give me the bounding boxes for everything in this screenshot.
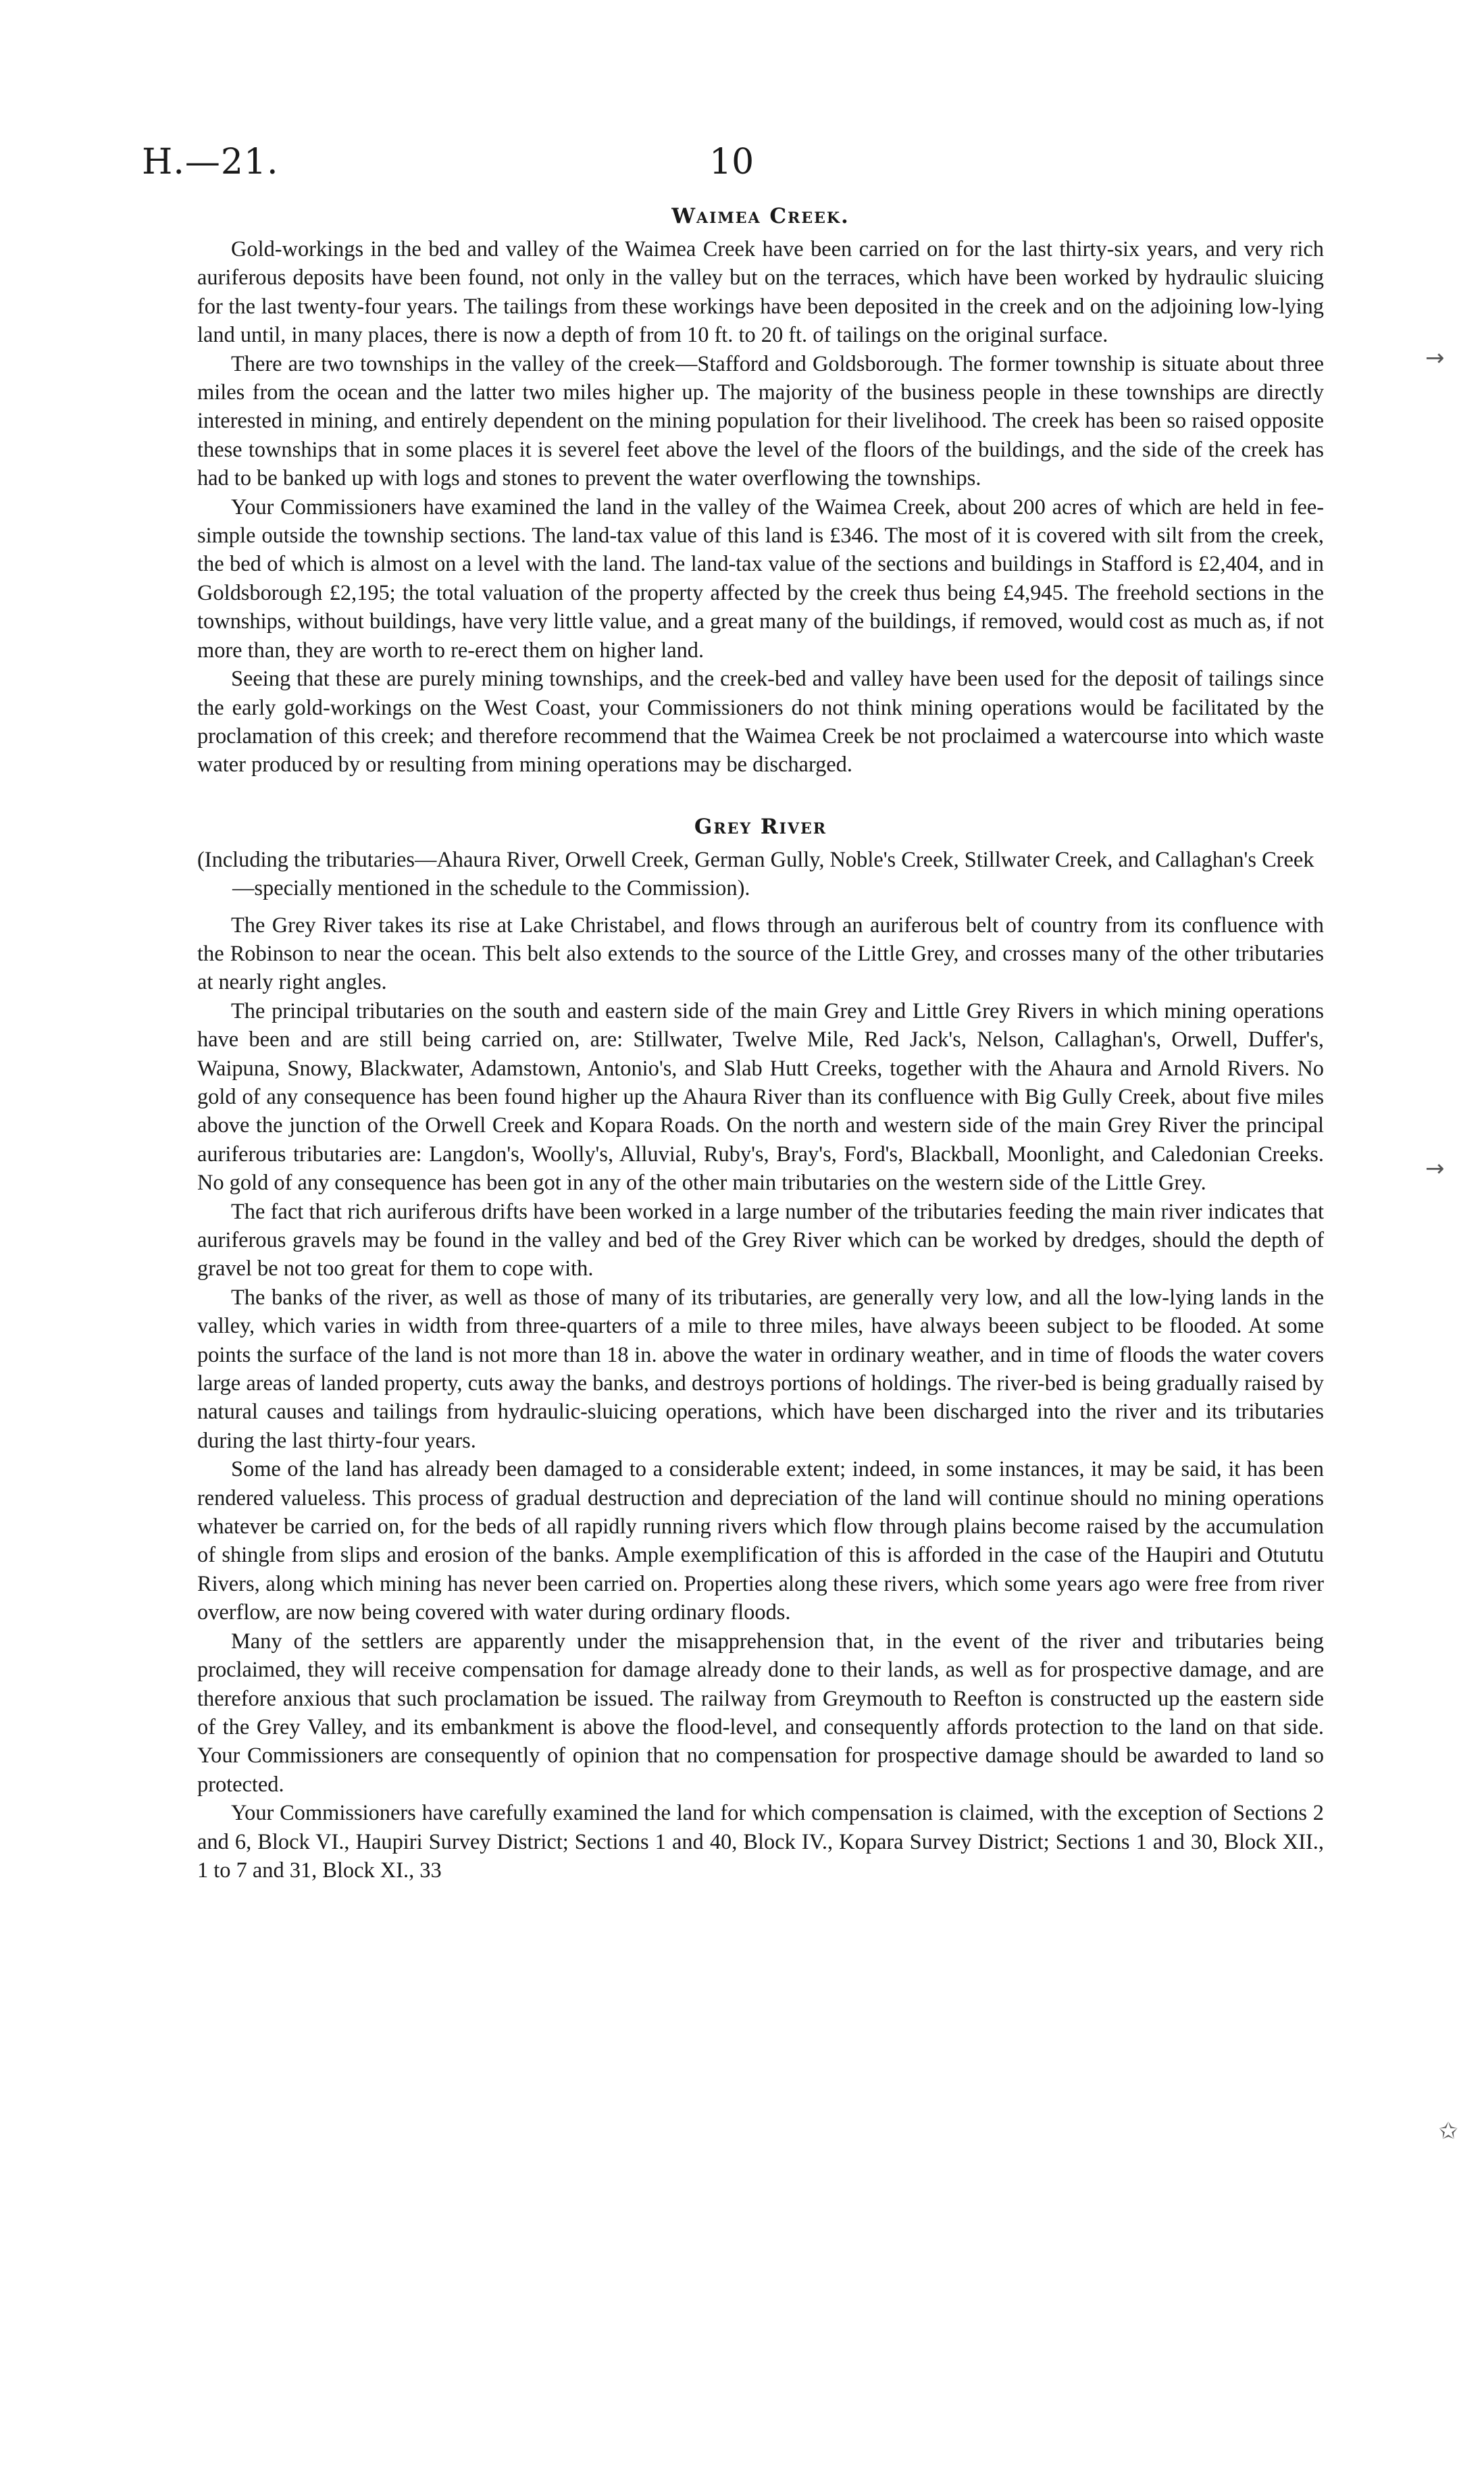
- paragraph: The Grey River takes its rise at Lake Christabel, and flows through an auriferous belt of country from its confluence with the Robinson to near the ocean. This belt also extends to the source of the Little Grey, and crosses many of the other tributaries at nearly right angles.: [197, 913, 1324, 995]
- document-reference: H.—21.: [142, 142, 279, 182]
- page-number: 10: [709, 142, 754, 182]
- margin-mark-icon: →: [1425, 345, 1445, 372]
- paragraph: The principal tributaries on the south and eastern side of the main Grey and Little Grey Rivers in which mining operations have been and are still being carried on, are: Stillwater, Twelve Mile, Red Jack's, Nelson, Callaghan's, Orwell, Duffer's, Waipuna, Snowy, Blackwater, Adamstown, Antonio's, and Slab Hutt Creeks, together with the Ahaura and Arnold Rivers. No gold of any consequence has been found higher up the Ahaura River than its confluence with Big Gully Creek, about five miles above the junction of the Orwell Creek and Kopara Roads. On the north and western side of the main Grey River the principal auriferous tributaries are: Langdon's, Woolly's, Alluvial, Ruby's, Bray's, Ford's, Blackball, Moonlight, and Caledonian Creeks. No gold of any consequence has been got in any of the other main tributaries on the western side of the Little Grey.: [197, 998, 1324, 1196]
- section-subheading: (Including the tributaries—Ahaura River, Orwell Creek, German Gully, Noble's Creek, Stillwater Creek, and Callaghan's Creek—specially mentioned in the schedule to the Commission).: [197, 847, 1314, 901]
- paragraph: The fact that rich auriferous drifts have been worked in a large number of the tributaries feeding the main river indicates that auriferous gravels may be found in the valley and bed of the Grey River which can be worked by dredges, should the depth of gravel be not too great for them to cope with.: [197, 1199, 1324, 1281]
- body-text: [197, 203, 1324, 1885]
- paragraph: Seeing that these are purely mining townships, and the creek-bed and valley have been used for the deposit of tailings since the early gold-workings on the West Coast, your Commissioners do not think mining operations would be facilitated by the proclamation of this creek; and therefore recommend that the Waimea Creek be not proclaimed a watercourse into which waste water produced by or resulting from mining operations may be discharged.: [197, 667, 1324, 777]
- paragraph: Some of the land has already been damaged to a considerable extent; indeed, in some instances, it may be said, it has been rendered valueless. This process of gradual destruction and depreciation of the land will continue should no mining operations whatever be carried on, for the beds of all rapidly running rivers which flow through plains become raised by the accumulation of shingle from slips and erosion of the banks. Ample exemplification of this is afforded in the case of the Haupiri and Otututu Rivers, along which mining has never been carried on. Properties along these rivers, which some years ago were free from river overflow, are now being covered with water during ordinary floods.: [197, 1457, 1324, 1625]
- paragraph: Your Commissioners have examined the land in the valley of the Waimea Creek, about 200 acres of which are held in fee-simple outside the township sections. The land-tax value of this land is £346. The most of it is covered with silt from the creek, the bed of which is almost on a level with the land. The land-tax value of the sections and buildings in Stafford is £2,404, and in Goldsborough £2,195; the total valuation of the property affected by the creek thus being £4,945. The freehold sections in the townships, without buildings, have very little value, and a great many of the buildings, if removed, would cost as much as, if not more than, they are worth to re-erect them on higher land.: [197, 494, 1324, 663]
- paragraph: The banks of the river, as well as those of many of its tributaries, are generally very low, and all the low-lying lands in the valley, which varies in width from three-quarters of a mile to three miles, have always beeen subject to be flooded. At some points the surface of the land is not more than 18 in. above the water in ordinary weather, and in time of floods the water covers large areas of landed property, cuts away the banks, and destroys portions of holdings. The river-bed is being gradually raised by natural causes and tailings from hydraulic-sluicing operations, which have been discharged into the river and its tributaries during the last thirty-four years.: [197, 1285, 1324, 1453]
- paragraph: Your Commissioners have carefully examined the land for which compensation is claimed, with the exception of Sections 2 and 6, Block VI., Haupiri Survey District; Sections 1 and 40, Block IV., Kopara Survey District; Sections 1 and 30, Block XII., 1 to 7 and 31, Block XI., 33: [197, 1801, 1324, 1883]
- paragraph: Many of the settlers are apparently under the misapprehension that, in the event of the river and tributaries being proclaimed, they will receive compensation for damage already done to their lands, as well as for prospective damage, and are therefore anxious that such proclamation be issued. The railway from Greymouth to Reefton is constructed up the eastern side of the Grey Valley, and its embankment is above the flood-level, and consequently affords protection to the land on that side. Your Commissioners are consequently of opinion that no compensation for prospective damage should be awarded to land so protected.: [197, 1629, 1324, 1797]
- section-heading-waimea-creek: Waimea Creek.: [671, 204, 850, 228]
- section-heading-grey-river: Grey River: [694, 814, 827, 839]
- margin-mark-icon: →: [1425, 1155, 1445, 1182]
- paragraph: There are two townships in the valley of the creek—Stafford and Goldsborough. The former township is situate about three miles from the ocean and the latter two miles higher up. The majority of the business people in these townships are directly interested in mining, and entirely dependent on the mining population for their livelihood. The creek has been so raised opposite these townships that in some places it is severel feet above the level of the floors of the buildings, and the side of the creek has had to be banked up with logs and stones to prevent the water overflowing the townships.: [197, 351, 1324, 491]
- page-header: [142, 142, 1344, 189]
- paragraph: Gold-workings in the bed and valley of the Waimea Creek have been carried on for the last thirty-six years, and very rich auriferous deposits have been found, not only in the valley but on the terraces, which have been worked by hydraulic sluicing for the last twenty-four years. The tailings from these workings have been deposited in the creek and on the adjoining low-lying land until, in many places, there is now a depth of from 10 ft. to 20 ft. of tailings on the original surface.: [197, 237, 1324, 348]
- margin-mark-icon: ✩: [1439, 2118, 1458, 2145]
